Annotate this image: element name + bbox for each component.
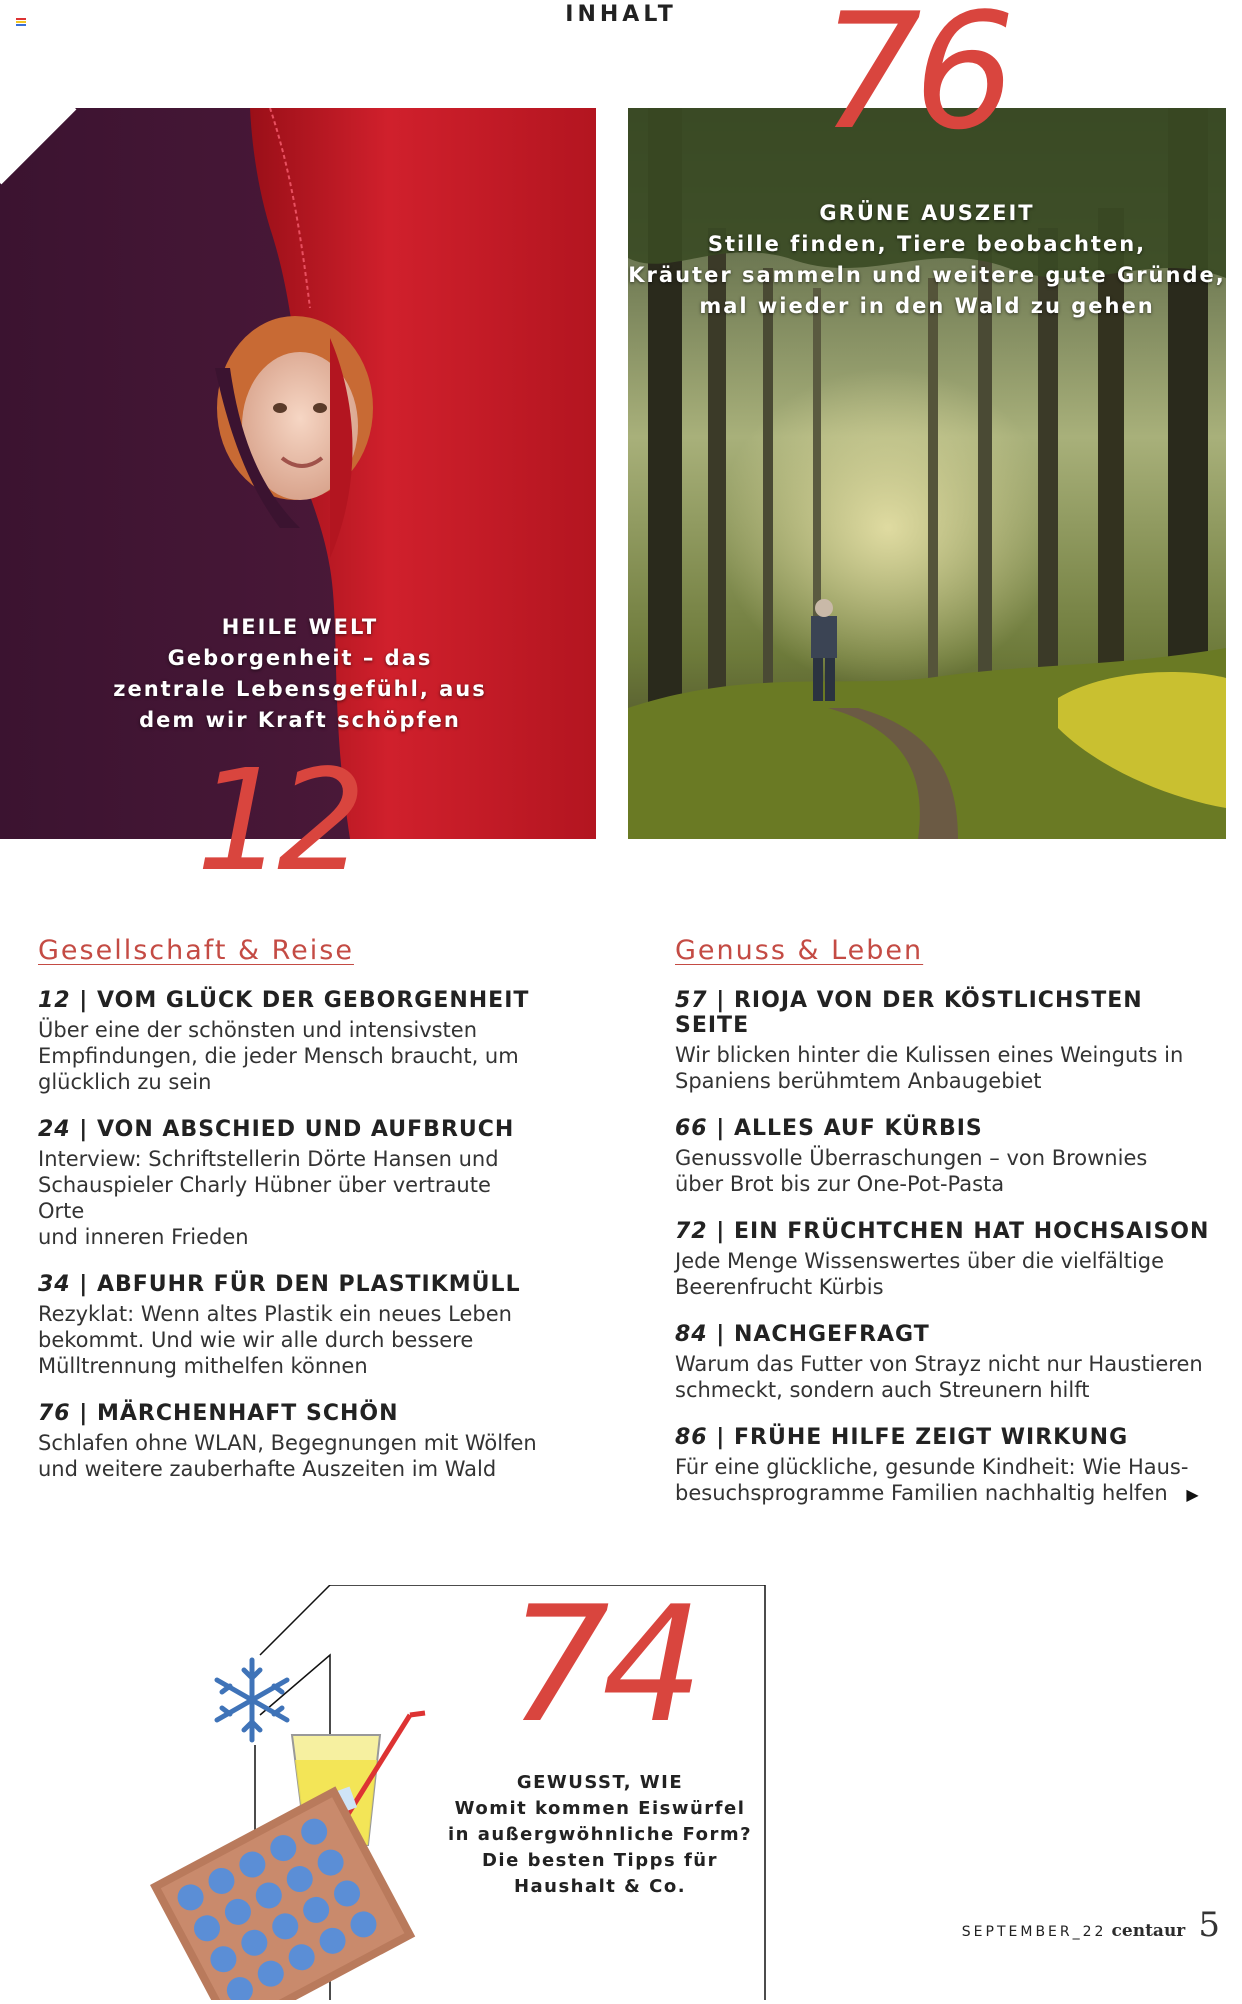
teaser-line-text: besuchsprogramme Familien nachhaltig helfen bbox=[675, 1481, 1168, 1505]
toc-entry-heading[interactable]: 12 | VOM GLÜCK DER GEBORGENHEIT bbox=[38, 988, 530, 1013]
teaser-line: Genussvolle Überraschungen – von Brownies bbox=[675, 1146, 1148, 1170]
teaser-line: über Brot bis zur One-Pot-Pasta bbox=[675, 1172, 1005, 1196]
toc-page-number: 66 bbox=[675, 1116, 708, 1141]
toc-entry[interactable] bbox=[675, 1425, 1215, 1508]
teaser-line: und inneren Frieden bbox=[38, 1225, 249, 1249]
teaser-line: Warum das Futter von Strayz nicht nur Haustieren bbox=[675, 1352, 1203, 1376]
toc-entry-title: FRÜHE HILFE ZEIGT WIRKUNG bbox=[733, 1425, 1129, 1450]
left-feature-caption bbox=[100, 612, 500, 736]
toc-entry[interactable] bbox=[675, 988, 1215, 1094]
bottom-feature-line: in außergwöhnliche Form? bbox=[447, 1824, 753, 1845]
section-gesellschaft bbox=[38, 935, 538, 1504]
teaser-line: Beerenfrucht Kürbis bbox=[675, 1275, 884, 1299]
bottom-feature-line: Die besten Tipps für bbox=[481, 1850, 718, 1871]
teaser-line: Für eine glückliche, gesunde Kindheit: Wie Haus- bbox=[675, 1455, 1189, 1479]
toc-entry[interactable] bbox=[38, 1117, 538, 1250]
forest-photo bbox=[628, 108, 1226, 839]
teaser-line bbox=[675, 1480, 1215, 1508]
toc-entry-teaser bbox=[675, 1351, 1215, 1403]
bottom-feature-caption bbox=[440, 1770, 760, 1900]
teaser-line: schmeckt, sondern auch Streunern hilft bbox=[675, 1378, 1090, 1402]
right-feature-number: 76 bbox=[820, 0, 1008, 165]
bottom-feature-kicker: GEWUSST, WIE bbox=[516, 1772, 684, 1793]
toc-entry-heading[interactable]: 24 | VON ABSCHIED UND AUFBRUCH bbox=[38, 1117, 515, 1142]
toc-entry[interactable] bbox=[38, 988, 538, 1095]
bottom-feature-number: 74 bbox=[508, 1571, 696, 1758]
toc-page-number: 12 bbox=[38, 988, 71, 1013]
continue-arrow-icon[interactable]: ▶ bbox=[1186, 1485, 1199, 1504]
toc-page-number: 84 bbox=[675, 1322, 708, 1347]
teaser-line: Rezyklat: Wenn altes Plastik ein neues Leben bbox=[38, 1302, 512, 1326]
toc-entry-teaser bbox=[38, 1301, 538, 1379]
toc-entry-teaser bbox=[675, 1042, 1215, 1094]
toc-page-number: 34 bbox=[38, 1272, 71, 1297]
toc-entry[interactable] bbox=[38, 1401, 538, 1482]
toc-entry-teaser bbox=[38, 1017, 538, 1095]
section-genuss bbox=[675, 935, 1215, 1530]
toc-entry-title: ALLES AUF KÜRBIS bbox=[733, 1116, 983, 1141]
toc-entry-title: VOM GLÜCK DER GEBORGENHEIT bbox=[96, 988, 530, 1013]
teaser-line: und weitere zauberhafte Auszeiten im Wald bbox=[38, 1457, 497, 1481]
bottom-feature-line: Womit kommen Eiswürfel bbox=[454, 1798, 746, 1819]
toc-entry-teaser bbox=[675, 1248, 1215, 1300]
left-feature-line: dem wir Kraft schöpfen bbox=[139, 708, 461, 732]
teaser-line: bekommt. Und wie wir alle durch bessere bbox=[38, 1328, 474, 1352]
footer-brand-logo: centaur bbox=[1111, 1921, 1186, 1941]
left-feature-line: Geborgenheit – das bbox=[167, 646, 433, 670]
toc-page-number: 72 bbox=[675, 1219, 708, 1244]
right-feature-line: Kräuter sammeln und weitere gute Gründe, bbox=[628, 263, 1226, 287]
footer-issue: SEPTEMBER_22 bbox=[961, 1924, 1107, 1940]
toc-entry-heading[interactable]: 57 | RIOJA VON DER KÖSTLICHSTEN SEITE bbox=[675, 988, 1143, 1038]
teaser-line: Interview: Schriftstellerin Dörte Hansen und bbox=[38, 1147, 499, 1171]
bottom-feature-line: Haushalt & Co. bbox=[513, 1876, 687, 1897]
teaser-line: glücklich zu sein bbox=[38, 1070, 212, 1094]
teaser-line: Schlafen ohne WLAN, Begegnungen mit Wölfen bbox=[38, 1431, 537, 1455]
toc-entry[interactable] bbox=[675, 1116, 1215, 1197]
teaser-line: Wir blicken hinter die Kulissen eines Weinguts in bbox=[675, 1043, 1184, 1067]
toc-entry-title: VON ABSCHIED UND AUFBRUCH bbox=[96, 1117, 515, 1142]
toc-entry-heading[interactable]: 72 | EIN FRÜCHTCHEN HAT HOCHSAISON bbox=[675, 1219, 1210, 1244]
toc-entry-heading[interactable]: 86 | FRÜHE HILFE ZEIGT WIRKUNG bbox=[675, 1425, 1129, 1450]
toc-entry-teaser bbox=[38, 1146, 538, 1250]
toc-entry-teaser bbox=[38, 1430, 538, 1482]
toc-entry-heading[interactable]: 84 | NACHGEFRAGT bbox=[675, 1322, 930, 1347]
toc-entry[interactable] bbox=[38, 1272, 538, 1379]
toc-entry-title: NACHGEFRAGT bbox=[733, 1322, 930, 1347]
toc-entry-heading[interactable]: 66 | ALLES AUF KÜRBIS bbox=[675, 1116, 983, 1141]
toc-entry-title: EIN FRÜCHTCHEN HAT HOCHSAISON bbox=[733, 1219, 1210, 1244]
teaser-line: Spaniens berühmtem Anbaugebiet bbox=[675, 1069, 1042, 1093]
right-feature-kicker: GRÜNE AUSZEIT bbox=[819, 201, 1035, 225]
toc-page-number: 57 bbox=[675, 988, 708, 1013]
right-feature-line: Stille finden, Tiere beobachten, bbox=[707, 232, 1147, 256]
page-title: INHALT bbox=[565, 2, 677, 27]
section-title: Gesellschaft & Reise bbox=[38, 935, 354, 966]
left-feature-kicker: HEILE WELT bbox=[221, 615, 379, 639]
toc-entry-title: RIOJA VON DER KÖSTLICHSTEN SEITE bbox=[675, 988, 1143, 1038]
toc-page-number: 86 bbox=[675, 1425, 708, 1450]
icecube-tray-icon bbox=[150, 1786, 415, 2000]
teaser-line: Empfindungen, die jeder Mensch braucht, um bbox=[38, 1044, 519, 1068]
teaser-line: Schauspieler Charly Hübner über vertraute Orte bbox=[38, 1173, 491, 1223]
toc-entry[interactable] bbox=[675, 1219, 1215, 1300]
toc-page-number: 76 bbox=[38, 1401, 71, 1426]
toc-page-number: 24 bbox=[38, 1117, 71, 1142]
footer-page-number: 5 bbox=[1198, 1905, 1220, 1945]
curtain-photo bbox=[0, 108, 596, 839]
page-footer bbox=[962, 1905, 1220, 1945]
section-title: Genuss & Leben bbox=[675, 935, 924, 966]
left-feature-number: 12 bbox=[196, 740, 359, 903]
teaser-line: Jede Menge Wissenswertes über die vielfältige bbox=[675, 1249, 1165, 1273]
toc-entry-title: ABFUHR FÜR DEN PLASTIKMÜLL bbox=[96, 1272, 521, 1297]
icecube-feature bbox=[130, 1571, 770, 2000]
toc-entry-heading[interactable]: 76 | MÄRCHENHAFT SCHÖN bbox=[38, 1401, 399, 1426]
toc-entry[interactable] bbox=[675, 1322, 1215, 1403]
right-feature-line: mal wieder in den Wald zu gehen bbox=[699, 294, 1155, 318]
right-feature-caption bbox=[628, 198, 1226, 322]
left-feature-line: zentrale Lebensgefühl, aus bbox=[113, 677, 487, 701]
teaser-line: Mülltrennung mithelfen können bbox=[38, 1354, 368, 1378]
teaser-line: Über eine der schönsten und intensivsten bbox=[38, 1018, 478, 1042]
toc-entry-teaser bbox=[675, 1454, 1215, 1508]
toc-entry-title: MÄRCHENHAFT SCHÖN bbox=[96, 1401, 399, 1426]
toc-entry-heading[interactable]: 34 | ABFUHR FÜR DEN PLASTIKMÜLL bbox=[38, 1272, 521, 1297]
toc-entry-teaser bbox=[675, 1145, 1215, 1197]
